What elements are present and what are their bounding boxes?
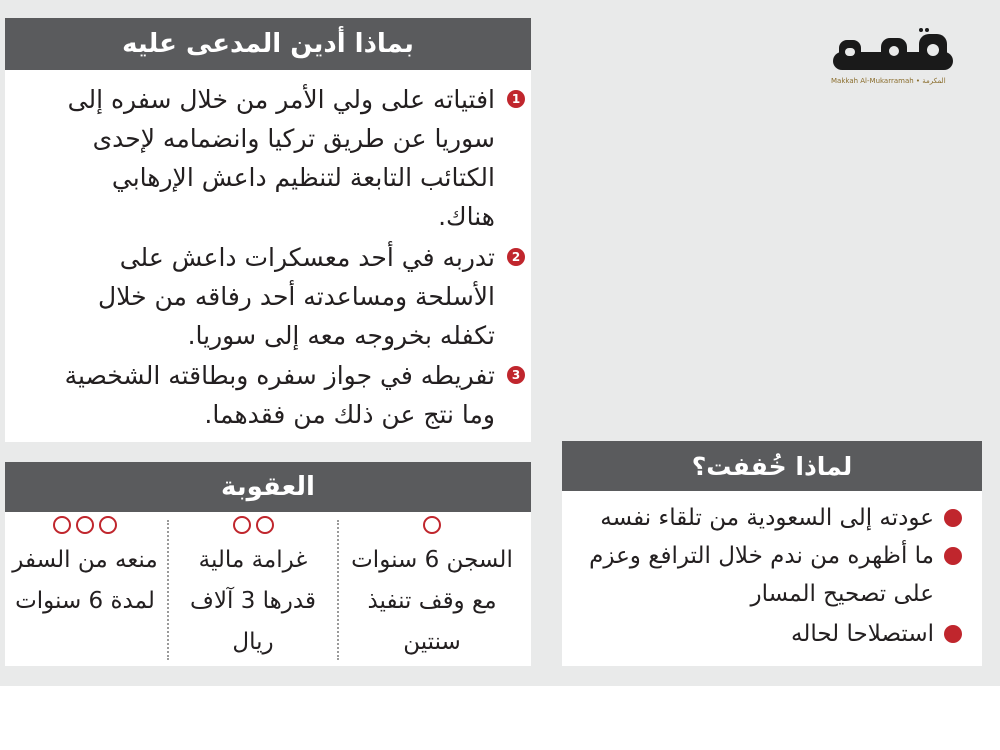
reason-text: افتياته على ولي الأمر من خلال سفره إلى سوريا عن طريق تركيا وانضمامه لإحدى الكتائب التابعة لتنظيم داعش الإرهابي هناك.	[67, 85, 495, 231]
reason-item-2	[55, 238, 521, 355]
bullet-icon	[944, 547, 962, 565]
penalty-column-prison	[343, 516, 521, 661]
penalty-title: العقوبة	[5, 462, 531, 512]
circle-icon	[76, 516, 94, 534]
mitigation-text: عودته إلى السعودية من تلقاء نفسه	[600, 505, 934, 531]
circle-icon	[53, 516, 71, 534]
reason-text: تدربه في أحد معسكرات داعش على الأسلحة ومساعدته أحد رفاقه من خلال تكفله بخروجه معه إلى سوريا.	[98, 243, 495, 350]
bullet-icon	[944, 509, 962, 527]
penalty-text: منعه من السفر لمدة 6 سنوات	[12, 547, 158, 614]
mitigation-item-2	[574, 537, 934, 613]
logo-subtitle: Makkah Al-Mukarramah • المكرمة	[831, 77, 946, 85]
circle-icon	[256, 516, 274, 534]
column-divider	[167, 520, 169, 660]
severity-circles	[9, 516, 161, 534]
mitigation-item-3	[574, 615, 934, 653]
reason-item-3	[55, 356, 521, 434]
makkah-logo-mark	[831, 28, 955, 76]
penalty-column-fine	[175, 516, 331, 661]
circle-icon	[423, 516, 441, 534]
reason-item-1	[55, 80, 521, 236]
severity-circles	[175, 516, 331, 534]
conviction-reasons-title: بماذا أدين المدعى عليه	[5, 18, 531, 70]
mitigation-text: استصلاحا لحاله	[790, 621, 934, 647]
bullet-icon	[944, 625, 962, 643]
makkah-logo	[831, 28, 955, 90]
circle-icon	[233, 516, 251, 534]
severity-circles	[343, 516, 521, 534]
reason-number-2: 2	[507, 248, 525, 266]
reason-number-3: 3	[507, 366, 525, 384]
mitigation-item-1	[574, 499, 934, 537]
reason-text: تفريطه في جواز سفره وبطاقته الشخصية وما نتج عن ذلك من فقدهما.	[64, 361, 495, 429]
mitigation-text: ما أظهره من ندم خلال الترافع وعزم على تصحيح المسار	[589, 543, 934, 607]
penalty-panel	[5, 462, 531, 666]
column-divider	[337, 520, 339, 660]
mitigation-title: لماذا خُففت؟	[562, 441, 982, 491]
mitigation-panel	[562, 441, 982, 666]
penalty-text: السجن 6 سنوات مع وقف تنفيذ سنتين	[351, 547, 513, 655]
penalty-column-travel-ban	[9, 516, 161, 661]
reason-number-1: 1	[507, 90, 525, 108]
penalty-text: غرامة مالية قدرها 3 آلاف ريال	[190, 547, 316, 655]
circle-icon	[99, 516, 117, 534]
conviction-reasons-panel	[5, 18, 531, 442]
